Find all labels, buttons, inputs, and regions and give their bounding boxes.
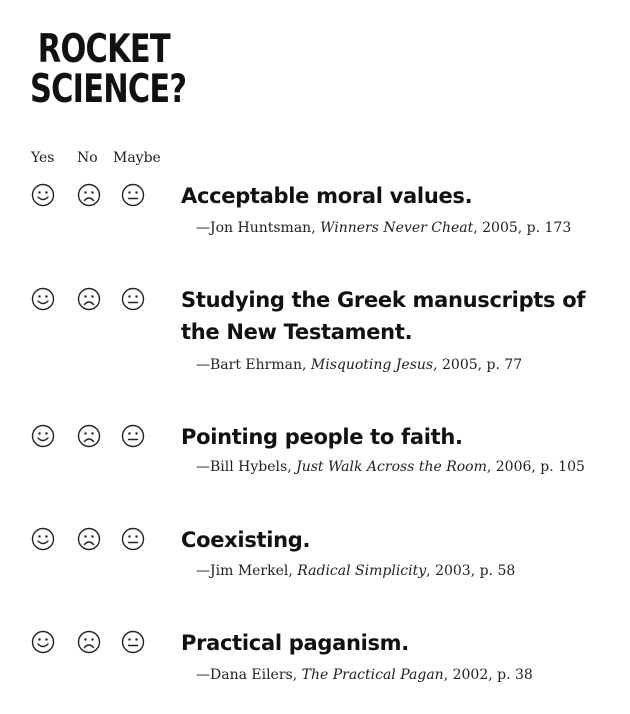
neutral-face-icon[interactable] [121, 630, 145, 654]
citation-author: —Jon Huntsman, [196, 220, 321, 236]
statement-text: Practical paganism. [181, 631, 409, 655]
smiley-face-icon[interactable] [31, 630, 55, 654]
citation-details: , 2005, p. 77 [433, 357, 523, 373]
statement-text: Studying the Greek manuscripts of the New Testament. [181, 288, 586, 344]
citation-details: , 2005, p. 173 [473, 220, 572, 236]
frowning-face-icon[interactable] [77, 287, 101, 311]
citation-book-title: Misquoting Jesus [310, 357, 434, 373]
citation [196, 459, 585, 475]
smiley-face-icon[interactable] [31, 183, 55, 207]
frowning-face-icon[interactable] [77, 183, 101, 207]
citation [196, 220, 571, 236]
smiley-face-icon[interactable] [31, 287, 55, 311]
citation-author: —Jim Merkel, [196, 563, 298, 579]
smiley-face-icon[interactable] [31, 527, 55, 551]
citation-details: , 2006, p. 105 [486, 459, 585, 475]
column-header-maybe: Maybe [113, 150, 161, 166]
citation [196, 563, 515, 579]
frowning-face-icon[interactable] [77, 424, 101, 448]
title-line-1: ROCKET [37, 27, 170, 72]
frowning-face-icon[interactable] [77, 527, 101, 551]
statement-text: Coexisting. [181, 528, 311, 552]
title-line-2: SCIENCE? [30, 67, 187, 112]
statement-text: Pointing people to faith. [181, 425, 463, 449]
citation-author: —Dana Eilers, [196, 667, 302, 683]
citation [196, 357, 522, 373]
citation-book-title: Just Walk Across the Room [296, 459, 487, 475]
citation [196, 667, 533, 683]
citation-author: —Bill Hybels, [196, 459, 297, 475]
statement-text: Acceptable moral values. [181, 184, 473, 208]
frowning-face-icon[interactable] [77, 630, 101, 654]
neutral-face-icon[interactable] [121, 527, 145, 551]
neutral-face-icon[interactable] [121, 287, 145, 311]
neutral-face-icon[interactable] [121, 424, 145, 448]
page-title [30, 27, 187, 112]
neutral-face-icon[interactable] [121, 183, 145, 207]
citation-book-title: The Practical Pagan [301, 667, 444, 683]
citation-book-title: Winners Never Cheat [320, 220, 474, 236]
citation-book-title: Radical Simplicity [297, 563, 427, 579]
column-header-yes: Yes [31, 150, 55, 166]
citation-details: , 2002, p. 38 [443, 667, 533, 683]
citation-details: , 2003, p. 58 [426, 563, 516, 579]
citation-author: —Bart Ehrman, [196, 357, 311, 373]
smiley-face-icon[interactable] [31, 424, 55, 448]
column-header-no: No [77, 150, 98, 166]
